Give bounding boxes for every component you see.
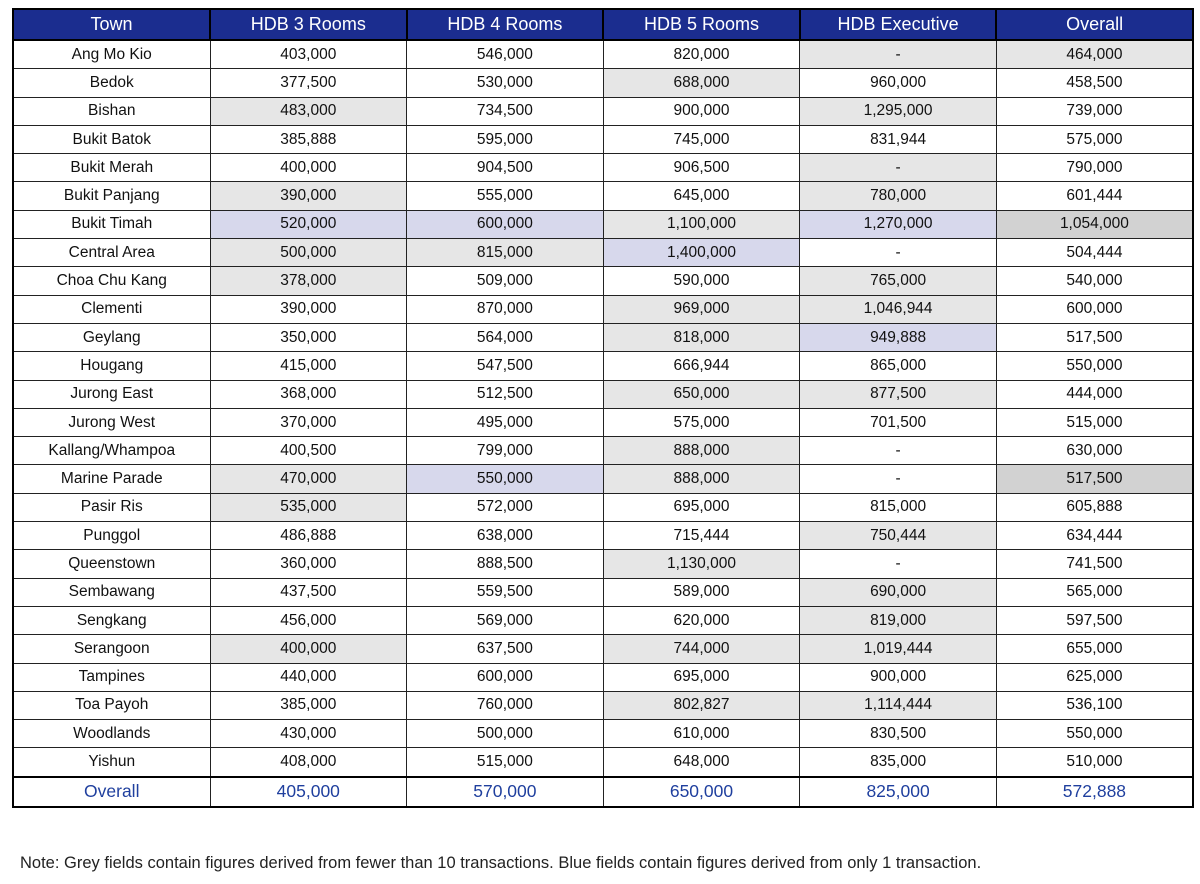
- table-row: [13, 40, 1193, 69]
- town-cell: Hougang: [13, 352, 210, 380]
- table-row: [13, 635, 1193, 663]
- town-cell: Central Area: [13, 239, 210, 267]
- town-cell: Geylang: [13, 323, 210, 351]
- hdb-3-rooms-cell: 408,000: [210, 748, 407, 777]
- hdb-4-rooms-cell: 734,500: [407, 97, 604, 125]
- town-cell: Serangoon: [13, 635, 210, 663]
- hdb-executive-cell: 750,444: [800, 522, 997, 550]
- hdb-price-table: [12, 8, 1194, 808]
- hdb-5-rooms-cell: 648,000: [603, 748, 800, 777]
- hdb-3-rooms-cell: 456,000: [210, 606, 407, 634]
- town-cell: Bukit Timah: [13, 210, 210, 238]
- hdb-executive-cell: -: [800, 154, 997, 182]
- hdb-4-rooms-cell: 530,000: [407, 69, 604, 97]
- overall-cell: 550,000: [996, 720, 1193, 748]
- hdb-executive-cell: 1,270,000: [800, 210, 997, 238]
- hdb-executive-cell: 1,295,000: [800, 97, 997, 125]
- overall-cell: 739,000: [996, 97, 1193, 125]
- overall-cell: 575,000: [996, 125, 1193, 153]
- hdb-3-rooms-cell: 486,888: [210, 522, 407, 550]
- overall-cell: 464,000: [996, 40, 1193, 69]
- hdb-executive-cell: 690,000: [800, 578, 997, 606]
- overall-cell: 601,444: [996, 182, 1193, 210]
- hdb-3-rooms-cell: 403,000: [210, 40, 407, 69]
- total-hdb-4-rooms-cell: 570,000: [407, 777, 604, 807]
- hdb-executive-cell: 701,500: [800, 408, 997, 436]
- hdb-3-rooms-cell: 400,500: [210, 437, 407, 465]
- hdb-executive-cell: 765,000: [800, 267, 997, 295]
- hdb-3-rooms-cell: 390,000: [210, 182, 407, 210]
- hdb-3-rooms-cell: 430,000: [210, 720, 407, 748]
- table-row: [13, 437, 1193, 465]
- hdb-executive-cell: 865,000: [800, 352, 997, 380]
- hdb-4-rooms-cell: 515,000: [407, 748, 604, 777]
- hdb-4-rooms-cell: 760,000: [407, 691, 604, 719]
- town-cell: Jurong East: [13, 380, 210, 408]
- hdb-4-rooms-cell: 495,000: [407, 408, 604, 436]
- hdb-5-rooms-cell: 610,000: [603, 720, 800, 748]
- town-cell: Punggol: [13, 522, 210, 550]
- overall-cell: 605,888: [996, 493, 1193, 521]
- hdb-executive-cell: 1,046,944: [800, 295, 997, 323]
- header-hdb-executive: HDB Executive: [800, 9, 997, 40]
- hdb-4-rooms-cell: 500,000: [407, 720, 604, 748]
- hdb-executive-cell: 900,000: [800, 663, 997, 691]
- price-table-container: [12, 8, 1192, 808]
- hdb-executive-cell: 780,000: [800, 182, 997, 210]
- town-cell: Toa Payoh: [13, 691, 210, 719]
- hdb-3-rooms-cell: 390,000: [210, 295, 407, 323]
- hdb-5-rooms-cell: 590,000: [603, 267, 800, 295]
- hdb-5-rooms-cell: 969,000: [603, 295, 800, 323]
- hdb-executive-cell: -: [800, 239, 997, 267]
- hdb-4-rooms-cell: 637,500: [407, 635, 604, 663]
- hdb-4-rooms-cell: 904,500: [407, 154, 604, 182]
- hdb-3-rooms-cell: 437,500: [210, 578, 407, 606]
- table-row: [13, 97, 1193, 125]
- overall-cell: 1,054,000: [996, 210, 1193, 238]
- hdb-5-rooms-cell: 715,444: [603, 522, 800, 550]
- hdb-4-rooms-cell: 799,000: [407, 437, 604, 465]
- hdb-4-rooms-cell: 638,000: [407, 522, 604, 550]
- hdb-executive-cell: 960,000: [800, 69, 997, 97]
- hdb-executive-cell: 819,000: [800, 606, 997, 634]
- hdb-4-rooms-cell: 547,500: [407, 352, 604, 380]
- table-row: [13, 182, 1193, 210]
- overall-cell: 625,000: [996, 663, 1193, 691]
- hdb-4-rooms-cell: 600,000: [407, 210, 604, 238]
- overall-cell: 458,500: [996, 69, 1193, 97]
- hdb-3-rooms-cell: 535,000: [210, 493, 407, 521]
- overall-cell: 565,000: [996, 578, 1193, 606]
- total-hdb-executive-cell: 825,000: [800, 777, 997, 807]
- town-cell: Sembawang: [13, 578, 210, 606]
- hdb-5-rooms-cell: 1,400,000: [603, 239, 800, 267]
- total-hdb-3-rooms-cell: 405,000: [210, 777, 407, 807]
- hdb-executive-cell: -: [800, 437, 997, 465]
- table-row: [13, 465, 1193, 493]
- hdb-5-rooms-cell: 695,000: [603, 663, 800, 691]
- header-hdb-4-rooms: HDB 4 Rooms: [407, 9, 604, 40]
- overall-cell: 515,000: [996, 408, 1193, 436]
- hdb-5-rooms-cell: 620,000: [603, 606, 800, 634]
- header-overall: Overall: [996, 9, 1193, 40]
- hdb-3-rooms-cell: 520,000: [210, 210, 407, 238]
- total-town-cell: Overall: [13, 777, 210, 807]
- hdb-3-rooms-cell: 415,000: [210, 352, 407, 380]
- town-cell: Kallang/Whampoa: [13, 437, 210, 465]
- overall-cell: 741,500: [996, 550, 1193, 578]
- town-cell: Choa Chu Kang: [13, 267, 210, 295]
- hdb-5-rooms-cell: 802,827: [603, 691, 800, 719]
- town-cell: Clementi: [13, 295, 210, 323]
- hdb-executive-cell: 815,000: [800, 493, 997, 521]
- hdb-5-rooms-cell: 888,000: [603, 437, 800, 465]
- town-cell: Ang Mo Kio: [13, 40, 210, 69]
- town-cell: Woodlands: [13, 720, 210, 748]
- town-cell: Pasir Ris: [13, 493, 210, 521]
- overall-cell: 550,000: [996, 352, 1193, 380]
- hdb-3-rooms-cell: 378,000: [210, 267, 407, 295]
- overall-cell: 504,444: [996, 239, 1193, 267]
- total-overall-cell: 572,888: [996, 777, 1193, 807]
- table-row: [13, 380, 1193, 408]
- hdb-5-rooms-cell: 1,130,000: [603, 550, 800, 578]
- town-cell: Bukit Merah: [13, 154, 210, 182]
- hdb-3-rooms-cell: 483,000: [210, 97, 407, 125]
- hdb-3-rooms-cell: 385,888: [210, 125, 407, 153]
- hdb-executive-cell: -: [800, 40, 997, 69]
- overall-cell: 634,444: [996, 522, 1193, 550]
- hdb-4-rooms-cell: 870,000: [407, 295, 604, 323]
- hdb-4-rooms-cell: 600,000: [407, 663, 604, 691]
- table-row: [13, 748, 1193, 777]
- overall-cell: 536,100: [996, 691, 1193, 719]
- overall-cell: 600,000: [996, 295, 1193, 323]
- hdb-5-rooms-cell: 645,000: [603, 182, 800, 210]
- overall-cell: 655,000: [996, 635, 1193, 663]
- hdb-5-rooms-cell: 744,000: [603, 635, 800, 663]
- table-row: [13, 720, 1193, 748]
- hdb-3-rooms-cell: 377,500: [210, 69, 407, 97]
- total-hdb-5-rooms-cell: 650,000: [603, 777, 800, 807]
- hdb-3-rooms-cell: 400,000: [210, 635, 407, 663]
- town-cell: Jurong West: [13, 408, 210, 436]
- hdb-executive-cell: 1,114,444: [800, 691, 997, 719]
- table-row: [13, 493, 1193, 521]
- overall-total-row: [13, 777, 1193, 807]
- table-row: [13, 267, 1193, 295]
- hdb-3-rooms-cell: 500,000: [210, 239, 407, 267]
- hdb-4-rooms-cell: 546,000: [407, 40, 604, 69]
- hdb-executive-cell: 831,944: [800, 125, 997, 153]
- hdb-4-rooms-cell: 815,000: [407, 239, 604, 267]
- overall-cell: 517,500: [996, 323, 1193, 351]
- hdb-5-rooms-cell: 818,000: [603, 323, 800, 351]
- table-row: [13, 408, 1193, 436]
- town-cell: Queenstown: [13, 550, 210, 578]
- town-cell: Tampines: [13, 663, 210, 691]
- hdb-5-rooms-cell: 688,000: [603, 69, 800, 97]
- hdb-4-rooms-cell: 888,500: [407, 550, 604, 578]
- hdb-4-rooms-cell: 550,000: [407, 465, 604, 493]
- town-cell: Bukit Panjang: [13, 182, 210, 210]
- table-row: [13, 352, 1193, 380]
- table-row: [13, 578, 1193, 606]
- hdb-5-rooms-cell: 695,000: [603, 493, 800, 521]
- overall-cell: 517,500: [996, 465, 1193, 493]
- hdb-5-rooms-cell: 900,000: [603, 97, 800, 125]
- town-cell: Marine Parade: [13, 465, 210, 493]
- hdb-4-rooms-cell: 512,500: [407, 380, 604, 408]
- hdb-4-rooms-cell: 559,500: [407, 578, 604, 606]
- hdb-4-rooms-cell: 572,000: [407, 493, 604, 521]
- table-row: [13, 154, 1193, 182]
- hdb-4-rooms-cell: 569,000: [407, 606, 604, 634]
- town-cell: Yishun: [13, 748, 210, 777]
- hdb-4-rooms-cell: 509,000: [407, 267, 604, 295]
- hdb-4-rooms-cell: 595,000: [407, 125, 604, 153]
- overall-cell: 540,000: [996, 267, 1193, 295]
- hdb-5-rooms-cell: 888,000: [603, 465, 800, 493]
- hdb-4-rooms-cell: 555,000: [407, 182, 604, 210]
- table-row: [13, 125, 1193, 153]
- hdb-5-rooms-cell: 575,000: [603, 408, 800, 436]
- header-town: Town: [13, 9, 210, 40]
- hdb-executive-cell: 1,019,444: [800, 635, 997, 663]
- hdb-5-rooms-cell: 1,100,000: [603, 210, 800, 238]
- hdb-5-rooms-cell: 745,000: [603, 125, 800, 153]
- hdb-3-rooms-cell: 440,000: [210, 663, 407, 691]
- table-row: [13, 550, 1193, 578]
- table-row: [13, 323, 1193, 351]
- overall-cell: 510,000: [996, 748, 1193, 777]
- hdb-3-rooms-cell: 368,000: [210, 380, 407, 408]
- hdb-5-rooms-cell: 906,500: [603, 154, 800, 182]
- table-row: [13, 606, 1193, 634]
- hdb-5-rooms-cell: 666,944: [603, 352, 800, 380]
- table-footnote: Note: Grey fields contain figures derived from fewer than 10 transactions. Blue fields contain figures derived from only 1 transaction.: [20, 854, 982, 872]
- hdb-4-rooms-cell: 564,000: [407, 323, 604, 351]
- overall-cell: 790,000: [996, 154, 1193, 182]
- hdb-3-rooms-cell: 370,000: [210, 408, 407, 436]
- header-hdb-3-rooms: HDB 3 Rooms: [210, 9, 407, 40]
- overall-cell: 444,000: [996, 380, 1193, 408]
- hdb-executive-cell: 877,500: [800, 380, 997, 408]
- hdb-executive-cell: 830,500: [800, 720, 997, 748]
- hdb-5-rooms-cell: 650,000: [603, 380, 800, 408]
- table-row: [13, 663, 1193, 691]
- hdb-executive-cell: 835,000: [800, 748, 997, 777]
- town-cell: Bishan: [13, 97, 210, 125]
- table-row: [13, 691, 1193, 719]
- hdb-executive-cell: -: [800, 550, 997, 578]
- hdb-5-rooms-cell: 589,000: [603, 578, 800, 606]
- hdb-3-rooms-cell: 385,000: [210, 691, 407, 719]
- hdb-3-rooms-cell: 470,000: [210, 465, 407, 493]
- header-row: [13, 9, 1193, 40]
- hdb-3-rooms-cell: 360,000: [210, 550, 407, 578]
- town-cell: Sengkang: [13, 606, 210, 634]
- hdb-executive-cell: -: [800, 465, 997, 493]
- table-row: [13, 210, 1193, 238]
- overall-cell: 630,000: [996, 437, 1193, 465]
- table-row: [13, 69, 1193, 97]
- town-cell: Bukit Batok: [13, 125, 210, 153]
- overall-cell: 597,500: [996, 606, 1193, 634]
- hdb-5-rooms-cell: 820,000: [603, 40, 800, 69]
- table-row: [13, 295, 1193, 323]
- table-row: [13, 239, 1193, 267]
- hdb-executive-cell: 949,888: [800, 323, 997, 351]
- town-cell: Bedok: [13, 69, 210, 97]
- hdb-3-rooms-cell: 350,000: [210, 323, 407, 351]
- hdb-3-rooms-cell: 400,000: [210, 154, 407, 182]
- header-hdb-5-rooms: HDB 5 Rooms: [603, 9, 800, 40]
- table-row: [13, 522, 1193, 550]
